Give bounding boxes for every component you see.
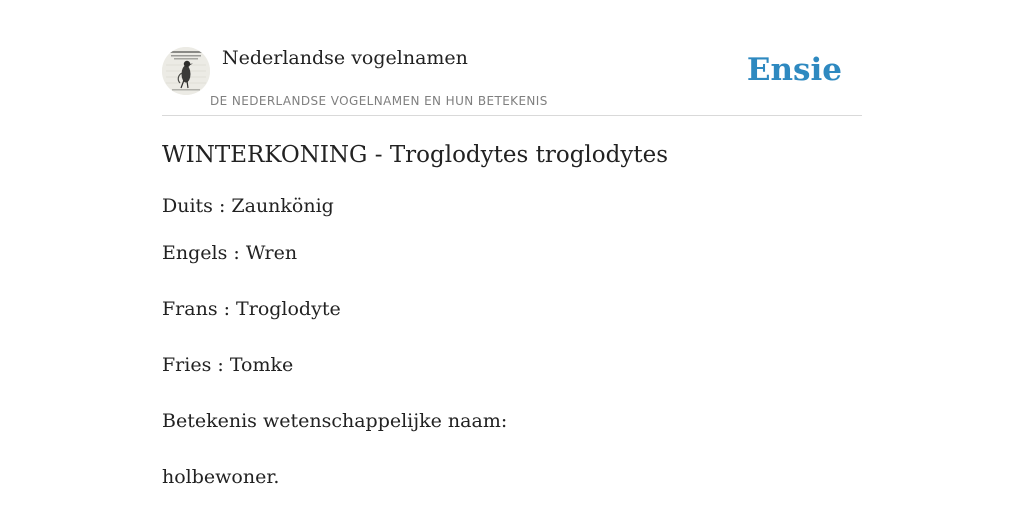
bird-book-cover-icon [162, 47, 210, 95]
site-subtitle: DE NEDERLANDSE VOGELNAMEN EN HUN BETEKENIS [210, 94, 548, 108]
ensie-logo-link[interactable]: Ensie [746, 52, 842, 88]
entry-title: WINTERKONING - Troglodytes troglodytes [162, 142, 668, 168]
scientific-name-meaning-label: Betekenis wetenschappelijke naam: [162, 410, 508, 432]
site-header [162, 0, 862, 116]
page-container [162, 0, 862, 488]
translation-german: Duits : Zaunkönig [162, 195, 334, 217]
avatar[interactable] [162, 47, 210, 95]
translation-frisian: Fries : Tomke [162, 354, 294, 376]
translation-english: Engels : Wren [162, 242, 298, 264]
site-title[interactable]: Nederlandse vogelnamen [222, 47, 468, 69]
translation-french: Frans : Troglodyte [162, 298, 341, 320]
scientific-name-meaning-value: holbewoner. [162, 466, 280, 488]
